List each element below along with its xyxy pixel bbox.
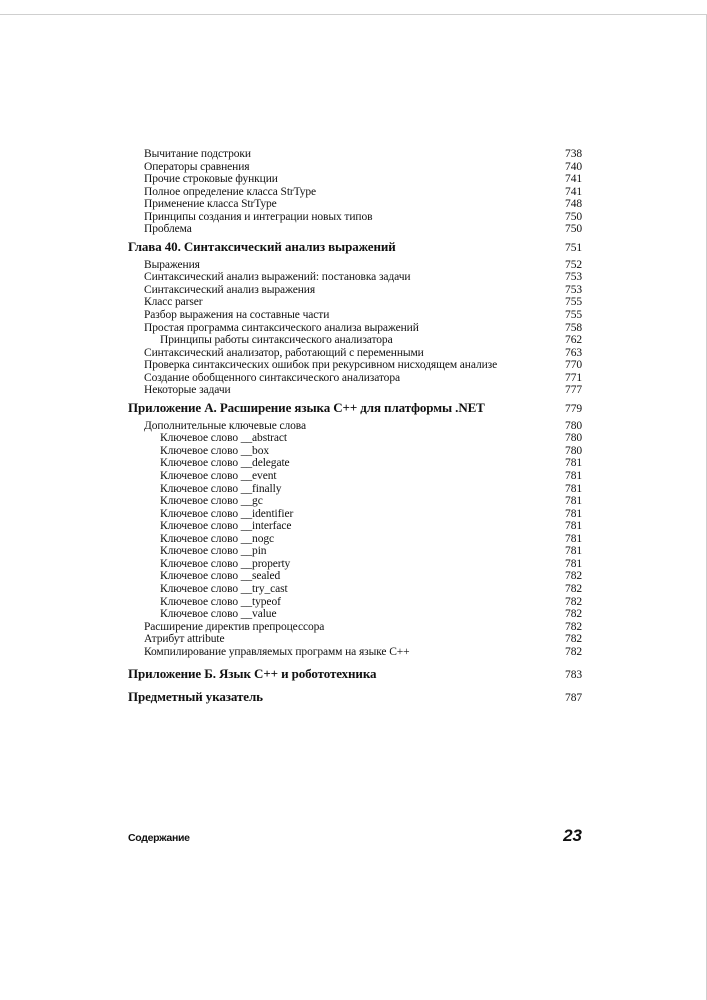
toc-entry-page: 755 — [565, 296, 582, 309]
toc-entry-page: 771 — [565, 371, 582, 384]
toc-entry-title: Операторы сравнения — [144, 160, 250, 173]
toc-entry-page: 780 — [565, 419, 582, 432]
toc-entry-page: 781 — [565, 495, 582, 508]
toc-entry-page: 781 — [565, 520, 582, 533]
toc-entry[interactable] — [128, 583, 582, 596]
chapter-40-title: Глава 40. Синтаксический анализ выражений — [128, 238, 396, 254]
toc-entry-page: 782 — [565, 645, 582, 658]
index-page: 787 — [565, 692, 582, 705]
toc-entry-title: Ключевое слово __typeof — [160, 595, 281, 608]
toc-entry[interactable] — [128, 161, 582, 174]
toc-entry[interactable] — [128, 445, 582, 458]
toc-entry[interactable] — [128, 545, 582, 558]
toc-entry-title: Применение класса StrType — [144, 198, 277, 211]
toc-entry-title: Прочие строковые функции — [144, 173, 278, 186]
toc-entry-title: Ключевое слово __sealed — [160, 570, 281, 583]
toc-entry[interactable] — [128, 495, 582, 508]
toc-entry-page: 762 — [565, 334, 582, 347]
toc-entry[interactable] — [128, 608, 582, 621]
toc-entry-page: 753 — [565, 271, 582, 284]
appendix-a-title: Приложение А. Расширение языка С++ для платформы .NET — [128, 399, 485, 415]
toc-entry[interactable] — [128, 558, 582, 571]
toc-entry-title: Расширение директив препроцессора — [144, 620, 325, 633]
toc-entry-page: 750 — [565, 223, 582, 236]
toc-entry[interactable] — [128, 457, 582, 470]
toc-entry-title: Ключевое слово __gc — [160, 495, 263, 508]
table-of-contents — [128, 148, 582, 709]
appendix-b-page: 783 — [565, 669, 582, 682]
toc-entry-page: 781 — [565, 482, 582, 495]
toc-entry-page: 782 — [565, 608, 582, 621]
appendix-b-heading[interactable] — [128, 666, 582, 683]
toc-entry[interactable] — [128, 322, 582, 335]
toc-entry-page: 740 — [565, 160, 582, 173]
toc-entry-page: 770 — [565, 359, 582, 372]
toc-entry-title: Ключевое слово __identifier — [160, 507, 294, 520]
toc-entry-page: 781 — [565, 557, 582, 570]
toc-entry[interactable] — [128, 296, 582, 309]
toc-entry[interactable] — [128, 570, 582, 583]
chapter-40-entries — [128, 259, 582, 397]
toc-entry-keywords[interactable] — [128, 420, 582, 433]
toc-entry-title: Ключевое слово __pin — [160, 545, 267, 558]
toc-entry-title: Синтаксический анализ выражений: постановка задачи — [144, 271, 411, 284]
toc-entry-page: 782 — [565, 570, 582, 583]
toc-entry-page: 782 — [565, 582, 582, 595]
toc-entry-title: Ключевое слово __value — [160, 608, 277, 621]
toc-entry[interactable] — [128, 211, 582, 224]
appendix-b-title: Приложение Б. Язык С++ и робототехника — [128, 666, 377, 682]
index-title: Предметный указатель — [128, 689, 263, 705]
toc-entry[interactable] — [128, 470, 582, 483]
toc-entry[interactable] — [128, 259, 582, 272]
toc-entry-page: 748 — [565, 198, 582, 211]
toc-entry-title: Некоторые задачи — [144, 384, 231, 397]
toc-entry-title: Создание обобщенного синтаксического анализатора — [144, 371, 400, 384]
toc-entry[interactable] — [128, 347, 582, 360]
toc-entry-title: Проблема — [144, 223, 192, 236]
toc-entry[interactable] — [128, 483, 582, 496]
toc-entry[interactable] — [128, 520, 582, 533]
toc-entry-title: Ключевое слово __finally — [160, 482, 282, 495]
toc-entry-title: Проверка синтаксических ошибок при рекурсивном нисходящем анализе — [144, 359, 498, 372]
toc-entry-title: Выражения — [144, 258, 200, 271]
index-heading[interactable] — [128, 689, 582, 706]
toc-entry[interactable] — [128, 432, 582, 445]
toc-entry-title: Простая программа синтаксического анализа выражений — [144, 321, 419, 334]
toc-entry[interactable] — [128, 533, 582, 546]
toc-entry-title: Дополнительные ключевые слова — [144, 419, 306, 432]
toc-entry-title: Синтаксический анализатор, работающий с переменными — [144, 346, 424, 359]
toc-entry-title: Ключевое слово __abstract — [160, 432, 287, 445]
page-footer — [128, 826, 582, 846]
toc-entry[interactable] — [128, 309, 582, 322]
toc-entry-page: 782 — [565, 620, 582, 633]
toc-entry-title: Ключевое слово __nogc — [160, 532, 274, 545]
toc-entry[interactable] — [128, 334, 582, 347]
toc-entry-title: Атрибут attribute — [144, 633, 225, 646]
footer-section-title: Содержание — [128, 832, 190, 844]
chapter-40-heading[interactable] — [128, 239, 582, 256]
toc-entry-page: 752 — [565, 258, 582, 271]
toc-entry-title: Ключевое слово __try_cast — [160, 582, 288, 595]
toc-entry[interactable] — [128, 646, 582, 659]
page-number: 23 — [563, 826, 582, 845]
toc-entry-title: Принципы создания и интеграции новых типов — [144, 210, 373, 223]
pre-entries-list — [128, 148, 582, 236]
toc-entry-page: 782 — [565, 595, 582, 608]
toc-entry[interactable] — [128, 359, 582, 372]
toc-entry-title: Полное определение класса StrType — [144, 185, 317, 198]
toc-entry[interactable] — [128, 284, 582, 297]
appendix-a-heading[interactable] — [128, 400, 582, 417]
toc-entry[interactable] — [128, 384, 582, 397]
toc-entry-page: 741 — [565, 185, 582, 198]
toc-entry-page: 750 — [565, 210, 582, 223]
toc-entry-title: Разбор выражения на составные части — [144, 309, 330, 322]
toc-entry[interactable] — [128, 508, 582, 521]
toc-entry[interactable] — [128, 596, 582, 609]
toc-entry-page: 777 — [565, 384, 582, 397]
toc-entry-page: 758 — [565, 321, 582, 334]
toc-entry[interactable] — [128, 198, 582, 211]
chapter-40-page: 751 — [565, 241, 582, 254]
toc-entry-title: Вычитание подстроки — [144, 148, 251, 160]
toc-entry-title: Класс parser — [144, 296, 203, 309]
toc-entry[interactable] — [128, 372, 582, 385]
appendix-a-page: 779 — [565, 402, 582, 415]
toc-entry[interactable] — [128, 633, 582, 646]
toc-entry[interactable] — [128, 148, 582, 161]
toc-entry-page: 782 — [565, 633, 582, 646]
toc-entry-page: 780 — [565, 432, 582, 445]
toc-entry-page: 781 — [565, 470, 582, 483]
toc-entry-title: Принципы работы синтаксического анализатора — [160, 334, 393, 347]
toc-entry-page: 763 — [565, 346, 582, 359]
toc-entry-title: Ключевое слово __property — [160, 557, 291, 570]
toc-entry-page: 753 — [565, 283, 582, 296]
keyword-entries — [128, 432, 582, 620]
toc-entry-page: 781 — [565, 457, 582, 470]
toc-entry-page: 738 — [565, 148, 582, 160]
toc-entry-page: 755 — [565, 309, 582, 322]
toc-entry[interactable] — [128, 173, 582, 186]
toc-entry-page: 741 — [565, 173, 582, 186]
toc-entry-title: Ключевое слово __delegate — [160, 457, 290, 470]
toc-entry[interactable] — [128, 271, 582, 284]
toc-entry-title: Синтаксический анализ выражения — [144, 283, 316, 296]
toc-entry-title: Ключевое слово __event — [160, 470, 277, 483]
toc-entry[interactable] — [128, 186, 582, 199]
page-top-edge — [0, 14, 707, 15]
toc-entry-page: 780 — [565, 444, 582, 457]
toc-entry-title: Компилирование управляемых программ на языке С++ — [144, 645, 410, 658]
toc-entry-page: 781 — [565, 545, 582, 558]
appendix-a-tail-entries — [128, 621, 582, 659]
toc-entry[interactable] — [128, 621, 582, 634]
toc-entry-page: 781 — [565, 507, 582, 520]
toc-entry-page: 781 — [565, 532, 582, 545]
toc-entry-title: Ключевое слово __interface — [160, 520, 292, 533]
toc-entry[interactable] — [128, 223, 582, 236]
toc-entry-title: Ключевое слово __box — [160, 444, 269, 457]
